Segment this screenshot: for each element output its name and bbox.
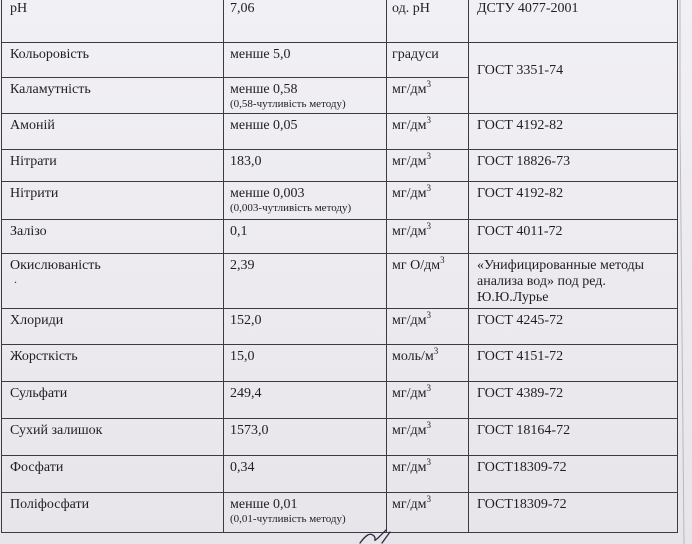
indicator-unit: мг О/дм <box>392 258 441 273</box>
indicator-value: 15,0 <box>224 345 387 382</box>
indicator-unit: мг/дм <box>392 186 427 201</box>
indicator-unit: мг/дм <box>392 386 427 401</box>
indicator-unit-cell <box>387 254 469 309</box>
table-row <box>2 493 678 533</box>
indicator-value: менше 0,05 <box>224 114 387 150</box>
indicator-name: Сухий залишок <box>2 419 224 456</box>
indicator-value: 249,4 <box>224 382 387 419</box>
indicator-name-cell <box>2 254 224 309</box>
unit-exponent: 3 <box>426 183 431 193</box>
indicator-unit-cell <box>387 382 469 419</box>
table-row <box>2 345 678 382</box>
indicator-unit: градуси <box>387 43 469 78</box>
indicator-value: 1573,0 <box>224 419 387 456</box>
table-row <box>2 150 678 182</box>
indicator-value: менше 0,003 <box>230 186 305 201</box>
indicator-name: Сульфати <box>2 382 224 419</box>
table-row <box>2 220 678 254</box>
indicator-value: 183,0 <box>224 150 387 182</box>
indicator-value: 2,39 <box>224 254 387 309</box>
test-method: ГОСТ 4389-72 <box>469 382 678 419</box>
indicator-value: 152,0 <box>224 309 387 345</box>
indicator-name: Фосфати <box>2 456 224 493</box>
indicator-unit-cell <box>387 419 469 456</box>
indicator-unit-cell <box>387 456 469 493</box>
sensitivity-note: (0,58-чутливість методу) <box>230 98 346 110</box>
sensitivity-note: (0,01-чутливість методу) <box>230 513 346 525</box>
test-method: «Унифицированные методы анализа вод» под ред. Ю.Ю.Лурье <box>469 254 678 309</box>
indicator-value: 0,34 <box>224 456 387 493</box>
indicator-unit-cell <box>387 345 469 382</box>
indicator-unit: од. pH <box>387 0 469 43</box>
unit-exponent: 3 <box>426 310 431 320</box>
stray-mark: . <box>14 272 17 286</box>
unit-exponent: 3 <box>426 420 431 430</box>
indicator-name: Кольоровість <box>2 43 224 78</box>
indicator-value: 0,1 <box>224 220 387 254</box>
indicator-unit-cell <box>387 182 469 220</box>
indicator-name: Хлориди <box>2 309 224 345</box>
table-row <box>2 182 678 220</box>
indicator-name: Амоній <box>2 114 224 150</box>
indicator-unit: мг/дм <box>392 118 427 133</box>
test-method: ГОСТ 4192-82 <box>469 114 678 150</box>
unit-exponent: 3 <box>426 115 431 125</box>
pen-scribble-icon <box>356 526 416 544</box>
indicator-unit-cell <box>387 78 469 114</box>
table-row <box>2 419 678 456</box>
table-row <box>2 43 678 78</box>
test-method: ГОСТ18309-72 <box>469 493 678 533</box>
indicator-unit-cell <box>387 150 469 182</box>
test-method: ГОСТ 4151-72 <box>469 345 678 382</box>
unit-exponent: 3 <box>426 79 431 89</box>
indicator-name: pH <box>2 0 224 43</box>
test-method: ГОСТ 18164-72 <box>469 419 678 456</box>
indicator-name: Жорсткість <box>2 345 224 382</box>
table-row <box>2 254 678 309</box>
indicator-unit: мг/дм <box>392 82 427 97</box>
water-analysis-table <box>1 0 678 533</box>
table-row <box>2 309 678 345</box>
indicator-name: Окислюваність <box>10 258 101 273</box>
indicator-value: менше 0,58 <box>230 82 298 97</box>
page-edge-line <box>678 0 692 544</box>
sensitivity-note: (0,003-чутливість методу) <box>230 202 352 214</box>
unit-exponent: 3 <box>426 457 431 467</box>
indicator-value: менше 5,0 <box>224 43 387 78</box>
indicator-unit-cell <box>387 309 469 345</box>
indicator-name: Залізо <box>2 220 224 254</box>
test-method: ГОСТ18309-72 <box>469 456 678 493</box>
indicator-unit: мг/дм <box>392 423 427 438</box>
indicator-value-cell <box>224 78 387 114</box>
indicator-value: менше 0,01 <box>230 497 298 512</box>
unit-exponent: 3 <box>426 494 431 504</box>
unit-exponent: 3 <box>426 151 431 161</box>
test-method: ДСТУ 4077-2001 <box>469 0 678 43</box>
table-row <box>2 456 678 493</box>
unit-exponent: 3 <box>440 255 445 265</box>
indicator-unit: моль/м <box>392 349 434 364</box>
indicator-name: Каламутність <box>2 78 224 114</box>
test-method: ГОСТ 4011-72 <box>469 220 678 254</box>
unit-exponent: 3 <box>433 346 439 356</box>
indicator-name: Нітрити <box>2 182 224 220</box>
test-method: ГОСТ 3351-74 <box>469 43 678 114</box>
test-method: ГОСТ 4192-82 <box>469 182 678 220</box>
indicator-unit: мг/дм <box>392 224 427 239</box>
indicator-name: Нітрати <box>2 150 224 182</box>
unit-exponent: 3 <box>426 221 431 231</box>
indicator-unit: мг/дм <box>392 460 427 475</box>
table-row <box>2 0 678 43</box>
indicator-unit: мг/дм <box>392 497 427 512</box>
indicator-value: 7,06 <box>224 0 387 43</box>
indicator-unit: мг/дм <box>392 313 427 328</box>
unit-exponent: 3 <box>426 383 431 393</box>
indicator-unit-cell <box>387 220 469 254</box>
table-row <box>2 382 678 419</box>
indicator-name: Поліфосфати <box>2 493 224 533</box>
indicator-value-cell <box>224 182 387 220</box>
table-row <box>2 114 678 150</box>
indicator-unit-cell <box>387 114 469 150</box>
indicator-unit: мг/дм <box>392 154 427 169</box>
test-method: ГОСТ 18826-73 <box>469 150 678 182</box>
test-method: ГОСТ 4245-72 <box>469 309 678 345</box>
